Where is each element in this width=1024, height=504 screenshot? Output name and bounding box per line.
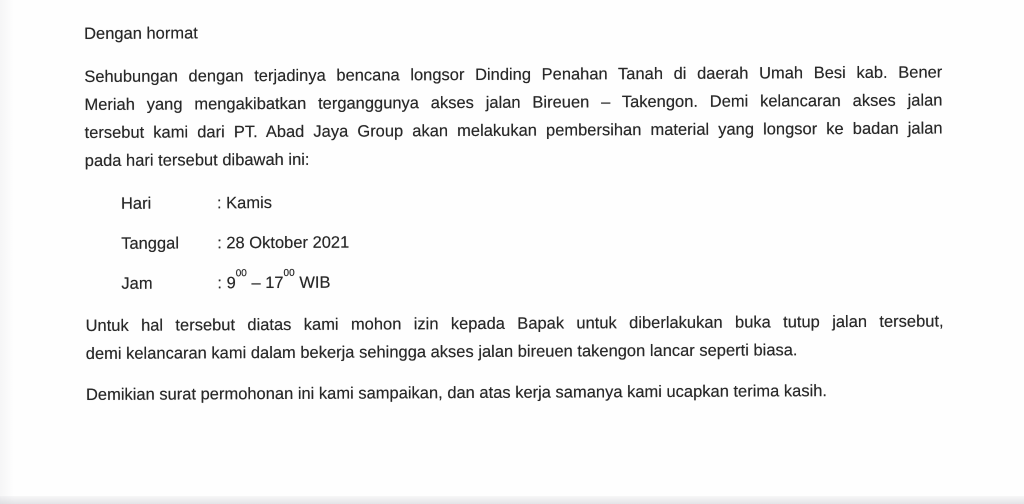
schedule-label-hari: Hari [120, 194, 152, 213]
jam-start-minute-superscript: 00 [235, 267, 247, 279]
jam-timezone: WIB [294, 273, 331, 292]
request-paragraph [86, 308, 944, 368]
paragraph-line: demi kelancaran kami dalam bekerja sehingga akses jalan bireuen takengon lancar seperti biasa. [85, 341, 798, 363]
scan-edge-left-artifact [0, 0, 14, 504]
jam-colon: : [217, 274, 227, 293]
jam-start-hour: 9 [226, 274, 236, 293]
paragraph-line: Demikian surat permohonan ini kami sampaikan, dan atas kerja samanya kami ucapkan terima kasih. [85, 382, 828, 404]
schedule-label-jam: Jam [121, 274, 153, 293]
schedule-row-jam [85, 266, 943, 298]
paragraph-line: Meriah yang mengakibatkan terganggunya akses jalan Bireuen – Takengon. Demi kelancaran akses jalan [84, 91, 943, 114]
opening-paragraph [84, 59, 943, 175]
schedule-row-hari [85, 186, 943, 218]
schedule-value-jam [217, 267, 331, 293]
paragraph-line: tersebut kami dari PT. Abad Jaya Group akan melakukan pembersihan material yang longsor ke badan jalan [84, 119, 943, 142]
schedule-label-tanggal: Tanggal [121, 234, 180, 253]
schedule-value-tanggal: : 28 Oktober 2021 [217, 233, 350, 253]
closing-paragraph [86, 377, 944, 409]
paragraph-line: Untuk hal tersebut diatas kami mohon izin kepada Bapak untuk diberlakukan buka tutup jalan tersebut, [85, 312, 944, 335]
salutation-text: Dengan hormat [84, 24, 198, 43]
schedule-block [85, 186, 944, 298]
schedule-value-hari: : Kamis [216, 194, 273, 213]
schedule-row-tanggal [85, 226, 943, 258]
letter-content [84, 16, 944, 409]
scan-edge-bottom-artifact [0, 496, 1024, 504]
jam-end-minute-superscript: 00 [283, 267, 295, 279]
jam-range-separator: – [246, 274, 266, 293]
paragraph-line: Sehubungan dengan terjadinya bencana longsor Dinding Penahan Tanah di daerah Umah Besi kab. Bener [84, 63, 943, 86]
jam-end-hour: 17 [265, 273, 284, 293]
paragraph-line: pada hari tersebut dibawah ini: [84, 150, 310, 170]
